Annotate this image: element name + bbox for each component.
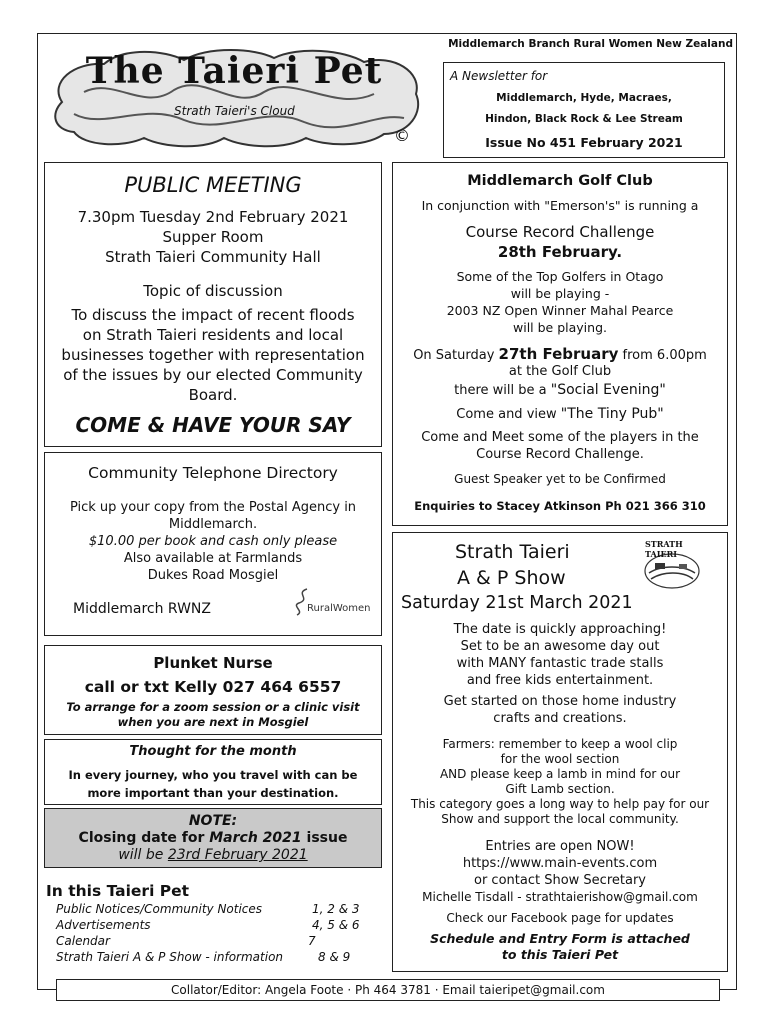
note-title: NOTE: <box>188 813 238 829</box>
show-line: Gift Lamb section. <box>505 782 615 796</box>
places-line-1: Middlemarch, Hyde, Macraes, <box>496 92 672 104</box>
contents-item: Public Notices/Community Notices <box>56 902 263 916</box>
masthead-logo <box>44 42 424 152</box>
golf-line: from 6.00pm <box>618 348 707 363</box>
golf-line: Guest Speaker yet to be Confirmed <box>454 472 666 486</box>
show-line: with MANY fantastic trade stalls <box>456 656 664 671</box>
show-line: and free kids entertainment. <box>466 673 654 688</box>
meeting-room: Supper Room <box>162 228 264 246</box>
show-line: Farmers: remember to keep a wool clip <box>442 737 678 751</box>
newsletter-info-box <box>443 62 725 158</box>
plunket-contact: call or txt Kelly 027 464 6557 <box>84 678 342 696</box>
telephone-directory-box <box>44 452 382 636</box>
golf-tiny-pub: "The Tiny Pub" <box>560 406 664 422</box>
golf-line: there will be a <box>454 383 551 398</box>
note-text-part: will be <box>118 847 168 863</box>
golf-line: will be playing - <box>510 286 610 301</box>
show-line: AND please keep a lamb in mind for our <box>439 767 681 781</box>
closing-date-note <box>44 808 382 868</box>
show-line: crafts and creations. <box>493 711 627 726</box>
newsletter-subtitle: Strath Taieri's Cloud <box>174 104 295 118</box>
contents-pages: 8 & 9 <box>318 950 351 964</box>
golf-line: at the Golf Club <box>508 364 612 379</box>
directory-org: Middlemarch RWNZ <box>73 601 211 617</box>
newsletter-for: A Newsletter for <box>450 69 548 83</box>
show-para-4 <box>393 838 727 906</box>
plunket-title: Plunket Nurse <box>153 654 273 672</box>
meeting-desc-line: of the issues by our elected Community <box>63 366 363 384</box>
show-line: This category goes a long way to help pay for our <box>410 797 710 811</box>
directory-line: Also available at Farmlands <box>123 551 303 566</box>
golf-line: Course Record Challenge. <box>476 447 644 462</box>
show-facebook-note: Check our Facebook page for updates <box>446 911 674 925</box>
directory-title: Community Telephone Directory <box>88 464 338 482</box>
thought-line: more important than your destination. <box>87 786 339 800</box>
show-line: The date is quickly approaching! <box>453 622 667 637</box>
ap-show-box <box>392 532 728 972</box>
show-logo-text: STRATH TAIERI <box>645 539 683 559</box>
directory-line: Pick up your copy from the Postal Agency in <box>69 500 357 515</box>
note-text-part: Closing date for <box>78 830 210 846</box>
show-para-3 <box>393 737 727 827</box>
directory-line: Middlemarch. <box>168 517 258 532</box>
show-date: Saturday 21st March 2021 <box>401 593 633 613</box>
note-text-part: issue <box>301 830 348 846</box>
show-logo <box>643 537 701 589</box>
copyright-symbol: © <box>394 126 410 145</box>
show-line: to this Taieri Pet <box>501 947 619 962</box>
contents-section <box>46 880 376 970</box>
public-meeting-box <box>44 162 382 447</box>
meeting-desc-line: Board. <box>188 386 238 404</box>
directory-line: Dukes Road Mosgiel <box>147 568 279 583</box>
show-line: Get started on those home industry <box>443 694 677 709</box>
newsletter-title: The Taieri Pet <box>85 50 383 92</box>
rural-women-logo <box>285 587 371 627</box>
golf-line: will be playing. <box>513 320 607 335</box>
meeting-callout: COME & HAVE YOUR SAY <box>75 413 351 437</box>
branch-name: Middlemarch Branch Rural Women New Zealand <box>448 38 733 50</box>
footer-editor-contact: Collator/Editor: Angela Foote · Ph 464 3781 · Email taieripet@gmail.com <box>56 979 720 1001</box>
contents-item: Calendar <box>56 934 110 948</box>
golf-line: Some of the Top Golfers in Otago <box>456 269 664 284</box>
directory-price: $10.00 per book and cash only please <box>88 534 338 549</box>
plunket-note-line: To arrange for a zoom session or a clinic visit <box>66 700 360 714</box>
plunket-nurse-box <box>44 645 382 735</box>
golf-line: Come and view <box>456 407 561 422</box>
golf-social-evening: "Social Evening" <box>550 382 666 398</box>
show-schedule-note <box>393 931 727 963</box>
rural-women-logo-text: RuralWomen <box>307 603 371 614</box>
thought-text <box>45 766 381 802</box>
public-meeting-details <box>45 207 381 405</box>
golf-club-box <box>392 162 728 526</box>
contents-pages: 7 <box>308 934 316 948</box>
contents-title: In this Taieri Pet <box>46 882 190 900</box>
meeting-desc-line: businesses together with representation <box>61 346 365 364</box>
golf-challenge-date: 28th February. <box>497 243 623 261</box>
golf-title: Middlemarch Golf Club <box>467 173 653 189</box>
meeting-desc-line: on Strath Taieri residents and local <box>82 326 344 344</box>
thought-title: Thought for the month <box>129 744 297 759</box>
note-text <box>45 813 381 864</box>
public-meeting-title: PUBLIC MEETING <box>124 173 302 197</box>
thought-line: In every journey, who you travel with can be <box>68 768 358 782</box>
golf-line: Come and Meet some of the players in the <box>421 430 699 445</box>
golf-line: In conjunction with "Emerson's" is running a <box>421 198 699 213</box>
show-line: Schedule and Entry Form is attached <box>430 931 690 946</box>
contents-pages: 4, 5 & 6 <box>312 918 360 932</box>
contents-item: Strath Taieri A & P Show - information <box>56 950 284 964</box>
show-secretary-contact: Michelle Tisdall - strathtaierishow@gmail.com <box>422 890 698 904</box>
plunket-note <box>45 700 381 730</box>
show-title-2: A & P Show <box>457 567 566 589</box>
contents-item: Advertisements <box>56 918 151 932</box>
golf-challenge: Course Record Challenge <box>465 223 655 241</box>
show-line: Show and support the local community. <box>441 812 679 826</box>
meeting-time: 7.30pm Tuesday 2nd February 2021 <box>77 208 349 226</box>
golf-event-date: 27th February <box>498 345 619 363</box>
show-line: for the wool section <box>500 752 620 766</box>
meeting-topic-heading: Topic of discussion <box>143 282 283 300</box>
places-line-2: Hindon, Black Rock & Lee Stream <box>485 113 683 125</box>
show-website: https://www.main-events.com <box>462 856 658 871</box>
issue-number: Issue No 451 February 2021 <box>485 135 683 150</box>
note-closing-date: 23rd February 2021 <box>167 847 308 863</box>
show-line: or contact Show Secretary <box>474 873 646 888</box>
golf-enquiries: Enquiries to Stacey Atkinson Ph 021 366 310 <box>414 499 706 513</box>
show-title: Strath Taieri <box>455 541 570 563</box>
show-line: Set to be an awesome day out <box>460 639 660 654</box>
thought-box <box>44 739 382 805</box>
show-para-1 <box>393 621 727 689</box>
golf-line: 2003 NZ Open Winner Mahal Pearce <box>446 303 674 318</box>
note-month: March 2021 <box>209 830 302 846</box>
meeting-venue: Strath Taieri Community Hall <box>105 248 321 266</box>
show-para-2 <box>393 693 727 727</box>
golf-line: On Saturday <box>413 348 499 363</box>
show-line: Entries are open NOW! <box>485 839 635 854</box>
directory-details <box>45 499 381 584</box>
meeting-desc-line: To discuss the impact of recent floods <box>71 306 355 324</box>
plunket-note-line: when you are next in Mosgiel <box>117 715 309 729</box>
contents-pages: 1, 2 & 3 <box>312 902 360 916</box>
